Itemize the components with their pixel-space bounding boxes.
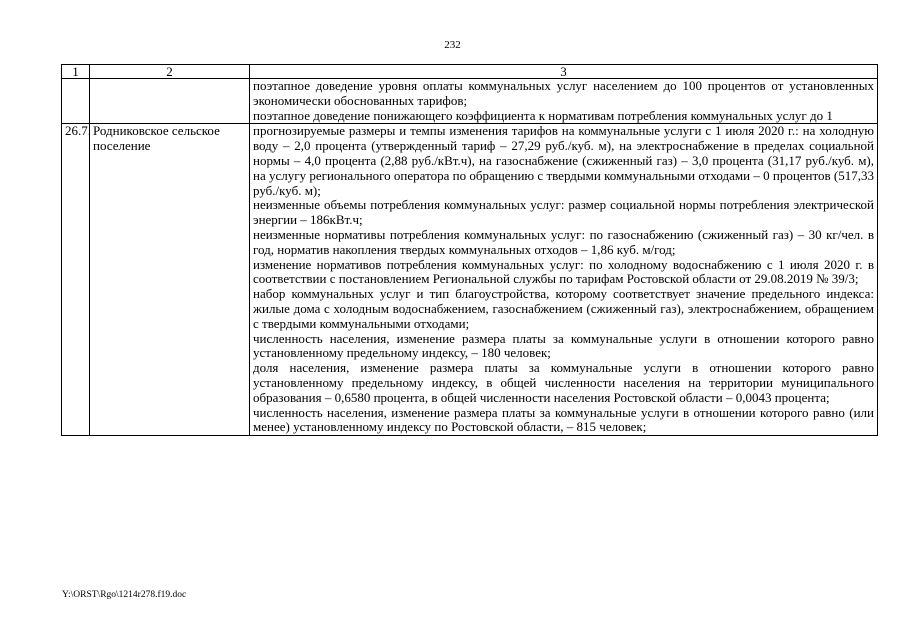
content-paragraph: изменение нормативов потребления коммунальных услуг: по холодному водоснабжению с 1 июля 2020 г. в соответствии с постановлением Региональной службы по тарифам Ростовской области от 29.08.2019 № 39/3; — [253, 256, 874, 287]
content-paragraph: прогнозируемые размеры и темпы изменения тарифов на коммунальные услуги с 1 июля 2020 г.: на холодную воду – 2,0 процента (утвержденный тариф – 27,29 руб./куб. м), на электроснабжение в пределах социальной нормы – 4,0 процента (2,88 руб./кВт.ч), на газоснабжение (сжиженный газ) – 3,0 процента (31,17 руб./куб. м), на услугу регионального оператора по обращению с твердыми коммунальными отходами – 0 процентов (517,33 руб./куб. м); — [253, 123, 874, 198]
document-path-footer: Y:\ORST\Rgo\1214r278.f19.doc — [62, 590, 187, 600]
column-header-number: 1 — [62, 65, 90, 79]
row-content-cell — [250, 124, 878, 436]
content-paragraph: неизменные нормативы потребления коммунальных услуг: по газоснабжению (сжиженный газ) – 30 кг/чел. в год, норматив накопления твердых коммунальных отходов – 1,86 куб. м/год; — [253, 226, 874, 257]
row-name-cell — [90, 79, 250, 124]
column-header-name: 2 — [90, 65, 250, 79]
content-paragraph: поэтапное доведение понижающего коэффициента к нормативам потребления коммунальных услуг до 1 — [253, 107, 833, 123]
content-paragraph: поэтапное доведение уровня оплаты коммунальных услуг населением до 100 процентов от установленных экономически обоснованных тарифов; — [253, 78, 874, 108]
row-number-cell — [62, 79, 90, 124]
tariff-table — [61, 64, 878, 436]
table-row — [62, 79, 878, 124]
table-header-row — [62, 65, 878, 79]
column-header-content: 3 — [250, 65, 878, 79]
content-paragraph: набор коммунальных услуг и тип благоустройства, которому соответствует значение предельного индекса: жилые дома с холодным водоснабжением, газоснабжением (сжиженный газ), электроснабжением, обращением с твердыми коммунальными отходами; — [253, 286, 874, 331]
row-number-cell: 26.7. — [62, 124, 90, 436]
row-name-cell: Родниковское сельское поселение — [90, 124, 250, 436]
content-paragraph: неизменные объемы потребления коммунальных услуг: размер социальной нормы потребления электрической энергии – 186кВт.ч; — [253, 197, 874, 228]
page-number: 232 — [444, 39, 461, 51]
row-content-cell — [250, 79, 878, 124]
content-paragraph: численность населения, изменение размера платы за коммунальные услуги в отношении которого равно установленному предельному индексу, – 180 человек; — [253, 330, 874, 361]
content-paragraph: доля населения, изменение размера платы за коммунальные услуги в отношении которого равно установленному предельному индексу, в общей численности населения на территории муниципального образования – 0,6580 процента, в общей численности населения Ростовской области – 0,0043 процента; — [253, 360, 874, 405]
content-paragraph: численность населения, изменение размера платы за коммунальные услуги в отношении которого равно (или менее) установленному индексу по Ростовской области, – 815 человек; — [253, 404, 874, 435]
table-row — [62, 124, 878, 436]
